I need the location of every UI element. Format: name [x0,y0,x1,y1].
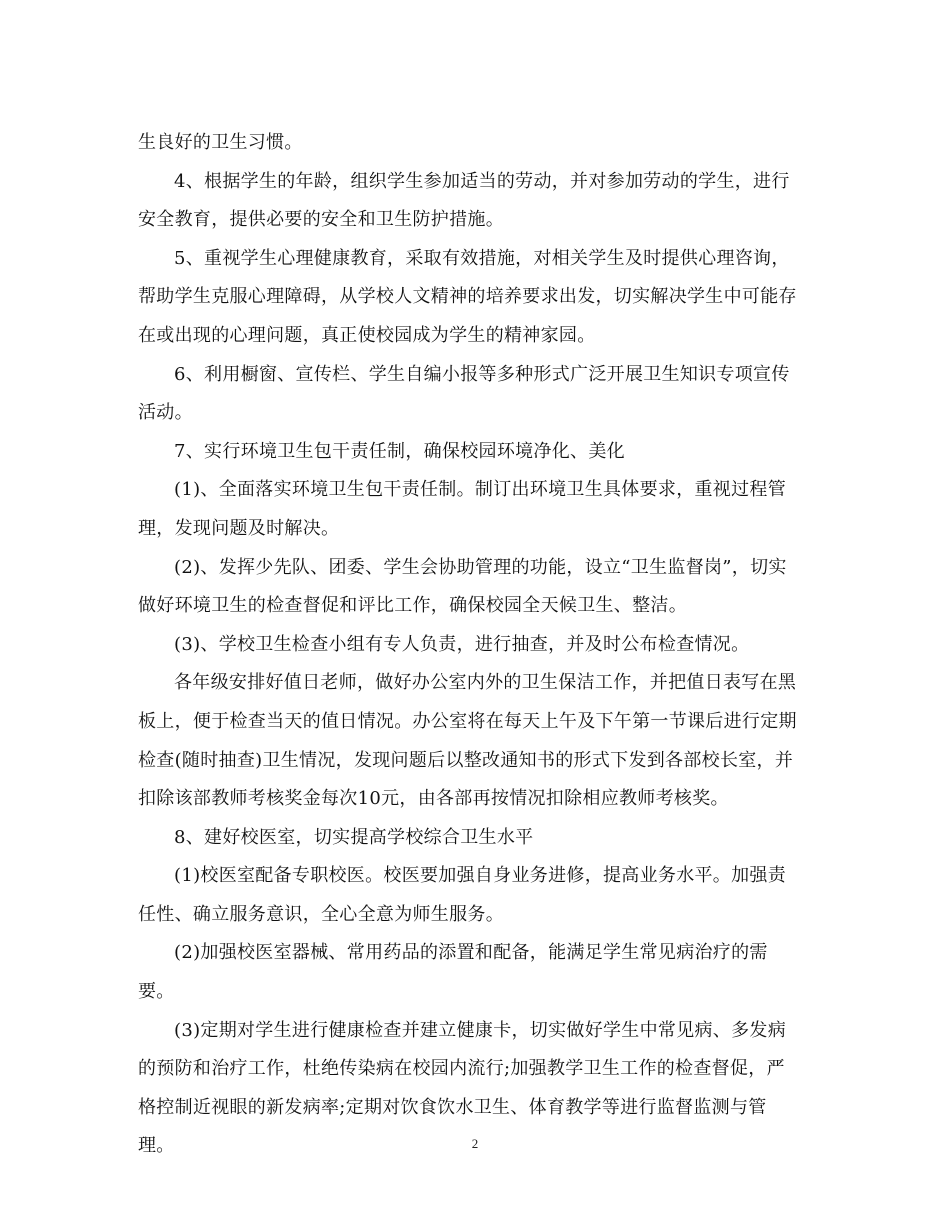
text-line: (2)加强校医室器械、常用药品的添置和配备，能满足学生常见病治疗的需 [174,942,768,964]
text-line: 扣除该部教师考核奖金每次10元，由各部再按情况扣除相应教师考核奖。 [138,788,729,810]
text-line: 4、根据学生的年龄，组织学生参加适当的劳动，并对参加劳动的学生，进行 [174,170,790,192]
text-line: (1)校医室配备专职校医。校医要加强自身业务进修，提高业务水平。加强责 [174,865,786,887]
text-line: 7、实行环境卫生包干责任制，确保校园环境净化、美化 [174,440,625,462]
text-line: 安全教育，提供必要的安全和卫生防护措施。 [138,209,504,231]
text-line: 理。 [138,1135,175,1157]
text-line: 各年级安排好值日老师，做好办公室内外的卫生保洁工作，并把值日表写在黑 [174,672,797,694]
text-line: 6、利用橱窗、宣传栏、学生自编小报等多种形式广泛开展卫生知识专项宣传 [174,363,790,385]
text-line: 做好环境卫生的检查督促和评比工作，确保校园全天候卫生、整洁。 [138,595,687,617]
text-line: (1)、全面落实环境卫生包干责任制。制订出环境卫生具体要求，重视过程管 [174,479,786,501]
text-line: (3)定期对学生进行健康检查并建立健康卡，切实做好学生中常见病、多发病 [174,1019,786,1041]
text-line: 在或出现的心理问题，真正使校园成为学生的精神家园。 [138,324,596,346]
page-number: 2 [471,1136,479,1151]
text-line: 检查(随时抽查)卫生情况，发现问题后以整改通知书的形式下发到各部校长室，并 [138,749,794,771]
document-body [138,124,814,1166]
text-line: (3)、学校卫生检查小组有专人负责，进行抽查，并及时公布检查情况。 [174,633,750,655]
text-line: 5、重视学生心理健康教育，采取有效措施，对相关学生及时提供心理咨询， [174,247,790,269]
text-line: 格控制近视眼的新发病率;定期对饮食饮水卫生、体育教学等进行监督监测与管 [138,1096,767,1118]
text-line: 8、建好校医室，切实提高学校综合卫生水平 [174,826,534,848]
text-line: 活动。 [138,402,193,424]
text-line: 生良好的卫生习惯。 [138,132,303,153]
text-line: 要。 [138,981,175,1003]
text-line: 的预防和治疗工作，杜绝传染病在校园内流行;加强教学卫生工作的检查督促，严 [138,1058,785,1080]
text-line: 任性、确立服务意识，全心全意为师生服务。 [138,903,504,925]
text-line: 帮助学生克服心理障碍，从学校人文精神的培养要求出发，切实解决学生中可能存 [138,286,797,308]
text-line: 理，发现问题及时解决。 [138,517,340,539]
text-line: 板上，便于检查当天的值日情况。办公室将在每天上午及下午第一节课后进行定期 [138,710,797,732]
text-line: (2)、发挥少先队、团委、学生会协助管理的功能，设立“卫生监督岗”，切实 [174,556,787,578]
